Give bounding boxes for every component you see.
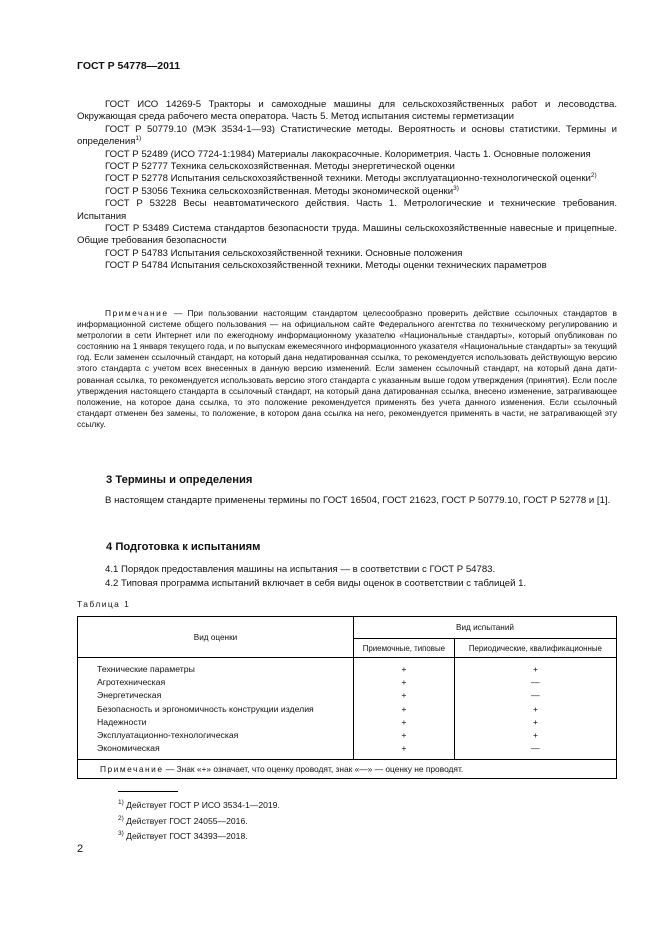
reference-item: ГОСТ ИСО 14269-5 Тракторы и самоходные машины для сельскохозяйственных работ и лесоводства. Окружающая среда рабочего места оператора. Часть 5. Метод испытания системы герметизации [77, 99, 617, 123]
reference-item: ГОСТ Р 52489 (ИСО 7724-1:1984) Материалы лакокрасочные. Колориметрия. Часть 1. Основные положения [105, 148, 591, 160]
row-acceptance-mark: + [354, 728, 455, 741]
row-name: Технические параметры [78, 658, 354, 676]
note-label: Примечание [105, 308, 169, 318]
table-row [78, 728, 617, 741]
evaluation-table [77, 616, 617, 779]
footnote: $^{3)}$ Действует ГОСТ 34393—2018. [118, 830, 248, 842]
page-header: ГОСТ Р 54778—2011 [77, 60, 181, 72]
row-periodic-mark: — [454, 689, 616, 702]
table-row [78, 702, 617, 715]
note-text: — При пользовании настоящим стандартом целесообразно проверить действие ссылочных стандартов в информационной системе общего пользования — на официальном сайте Федерального агентства по техническому регулированию и метрологии в сети Интернет или по ежегодному информационному указателю «Национальные стандарты», который опубликован по состоянию на 1 января текущего года, и по выпускам ежемесячного информационного указателя «Национальные стандарты» за текущий год. Если заменен ссылочный стандарт, на который дана недатированная ссылка, то рекомендуется использовать действующую версию этого стандарта с учетом всех внесенных в данную версию изменений. Если заменен ссылочный стандарт, на который дана датированная ссылка, то рекомендуется использовать версию этого стандарта с указанным выше годом утверждения (принятия). Если после утверждения настоящего стандарта в ссылочный стандарт, на который дана датированная ссылка, внесено изменение, затрагивающее положение, на которое дана ссылка, то это положение рекомендуется применять без учета данного изменения. Если ссылочный стандарт отменен без замены, то положение, в котором дана ссылка на него, рекомендуется применять в части, не затрагивающей эту ссылку. [77, 308, 617, 429]
table-note-text: — Знак «+» означает, что оценку проводят, знак «—» — оценку не проводят. [163, 764, 464, 775]
table-row [78, 658, 617, 676]
row-name: Надежности [78, 715, 354, 728]
row-acceptance-mark: + [354, 658, 455, 676]
footnote-divider [118, 791, 178, 792]
column-header-tests: Вид испытаний [354, 617, 617, 639]
table-label: Таблица 1 [77, 599, 131, 609]
reference-item: ГОСТ Р 53228 Весы неавтоматического действия. Часть 1. Метрологические и технические требования. Испытания [77, 198, 617, 222]
footnote-mark: 3) [118, 830, 124, 838]
row-periodic-mark: — [454, 675, 616, 688]
footnote-mark: 2) [590, 172, 597, 180]
footnote-mark: 1) [135, 135, 142, 143]
row-name: Агротехническая [78, 675, 354, 688]
row-acceptance-mark: + [354, 675, 455, 688]
page-number: 2 [77, 843, 84, 855]
column-header-periodic: Периодические, квалификационные [454, 639, 616, 658]
table-row [78, 742, 617, 760]
references-note [77, 308, 617, 430]
reference-item: ГОСТ Р 53489 Система стандартов безопасности труда. Машины сельскохозяйственные навесные и прицепные. Общие требования безопасности [77, 223, 617, 247]
row-periodic-mark: + [454, 715, 616, 728]
row-acceptance-mark: + [354, 742, 455, 760]
footnote-mark: 3) [453, 184, 459, 192]
table-note [78, 760, 617, 779]
row-name: Энергетическая [78, 689, 354, 702]
row-name: Экономическая [78, 742, 354, 760]
row-acceptance-mark: + [354, 715, 455, 728]
reference-item: ГОСТ Р 54784 Испытания сельскохозяйственной техники. Методы оценки технических параметров [105, 260, 547, 272]
section-3-title: 3 Термины и определения [106, 474, 253, 486]
row-acceptance-mark: + [354, 689, 455, 702]
row-acceptance-mark: + [354, 702, 455, 715]
footnote-mark: 2) [118, 814, 124, 822]
section-4-title: 4 Подготовка к испытаниям [106, 541, 261, 553]
column-header-kind: Вид оценки [78, 617, 354, 658]
table-note-label: Примечание [100, 764, 164, 775]
row-periodic-mark: + [454, 728, 616, 741]
table-row [78, 675, 617, 688]
row-periodic-mark: — [454, 742, 616, 760]
row-periodic-mark: + [454, 702, 616, 715]
row-name: Эксплуатационно-технологическая [78, 728, 354, 741]
reference-item: ГОСТ Р 52777 Техника сельскохозяйственная. Методы энергетической оценки [105, 161, 455, 173]
footnotes [118, 798, 280, 845]
normative-references [77, 99, 617, 273]
footnote: $^{1)}$ Действует ГОСТ Р ИСО 3534-1—2019. [118, 799, 280, 810]
reference-item: ГОСТ Р 52778 Испытания сельскохозяйственной техники. Методы эксплуатационно-технологической оценки$^{2)}$ [105, 172, 597, 185]
section-4-paragraph-2: 4.2 Типовая программа испытаний включает в себя виды оценок в соответствии с таблицей 1. [105, 578, 527, 589]
table-row [78, 715, 617, 728]
section-3-text: В настоящем стандарте применены термины по ГОСТ 16504, ГОСТ 21623, ГОСТ Р 50779.10, ГОСТ Р 52778 и [1]. [105, 495, 611, 506]
reference-item: ГОСТ Р 53056 Техника сельскохозяйственная. Методы экономической оценки$^{3)}$ [105, 184, 459, 197]
section-4-paragraph-1: 4.1 Порядок предоставления машины на испытания — в соответствии с ГОСТ Р 54783. [105, 564, 496, 575]
table-note-row [78, 760, 617, 779]
row-name: Безопасность и эргономичность конструкции изделия [78, 702, 354, 715]
column-header-acceptance: Приемочные, типовые [354, 639, 455, 658]
reference-item: ГОСТ Р 54783 Испытания сельскохозяйственной техники. Основные положения [105, 247, 463, 259]
footnote-mark: 1) [118, 799, 124, 806]
row-periodic-mark: + [454, 658, 616, 676]
footnote: $^{2)}$ Действует ГОСТ 24055—2016. [118, 814, 248, 826]
reference-item: ГОСТ Р 50779.10 (МЭК 3534-1—93) Статистические методы. Вероятность и основы статистики. Термины и определения$^{1)}$ [77, 123, 617, 148]
table-row [78, 689, 617, 702]
